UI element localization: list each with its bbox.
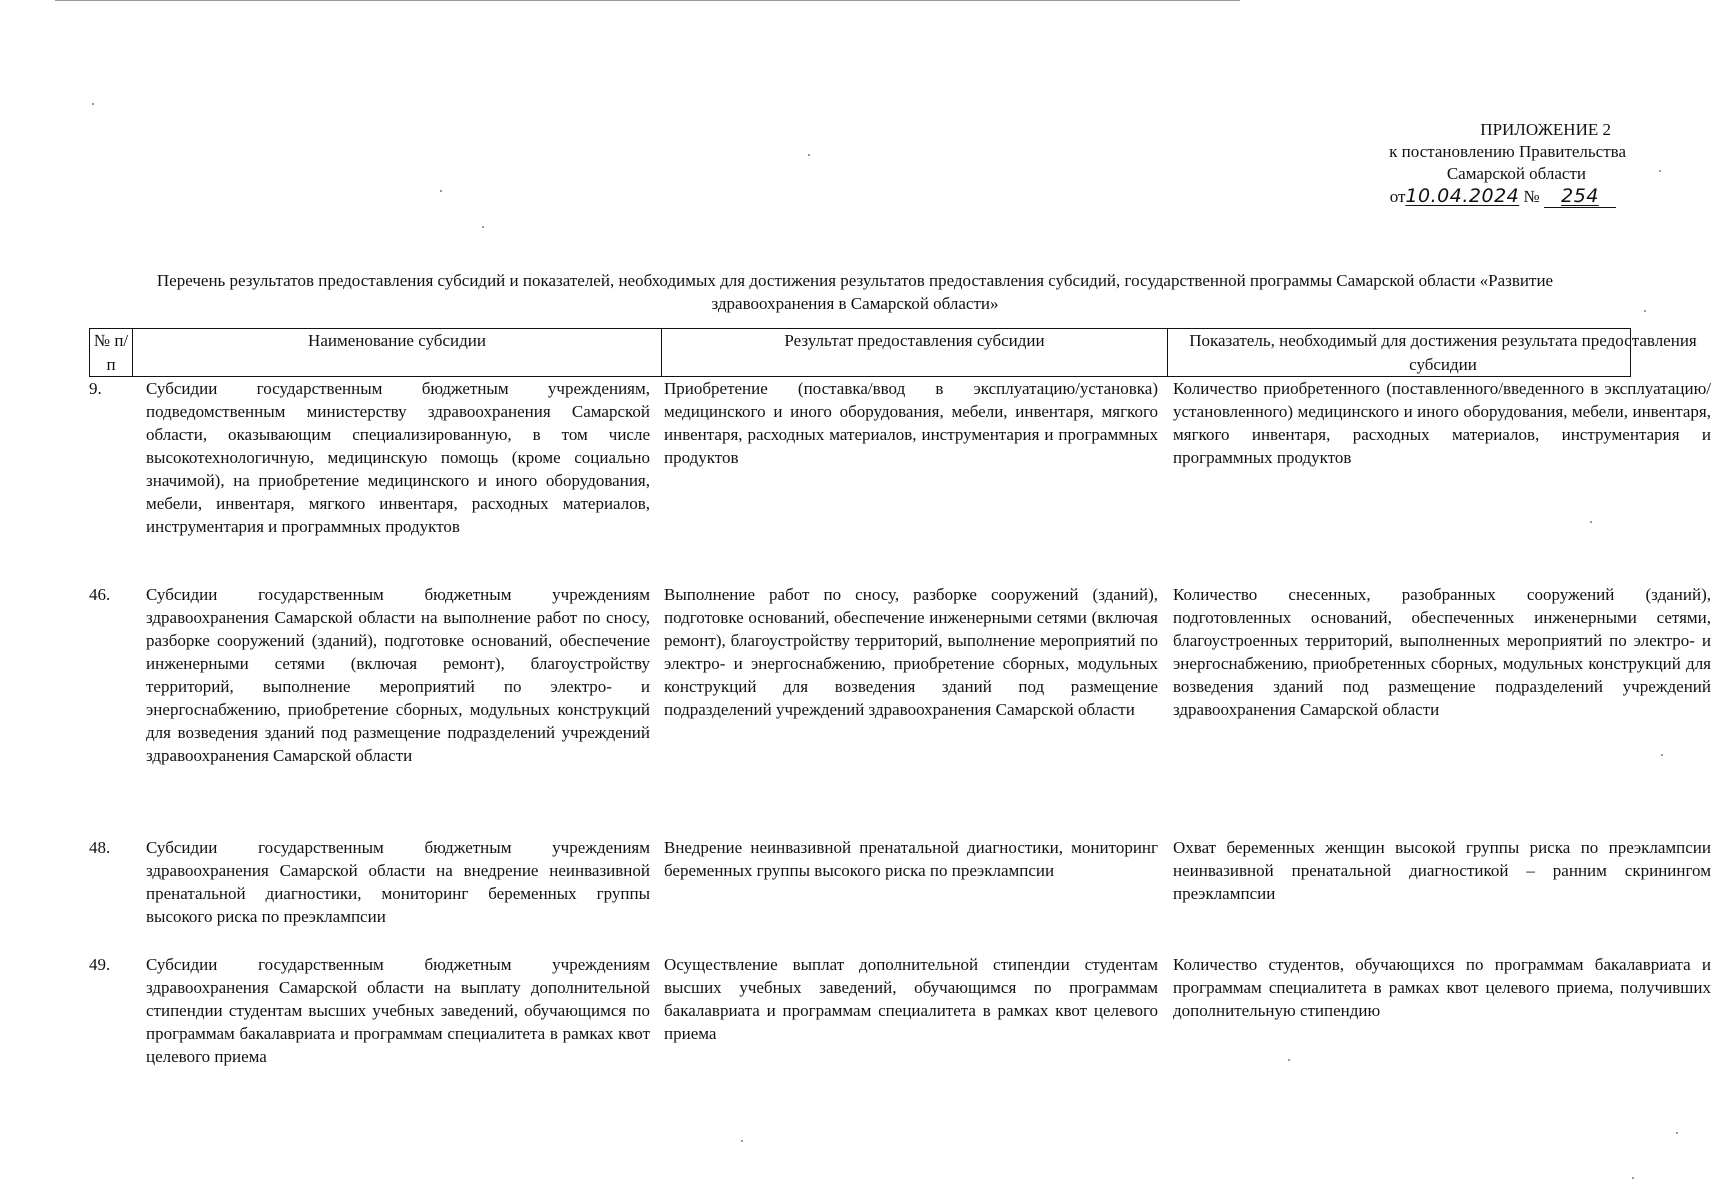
- subsidy-name: Субсидии государственным бюджетным учреждениям здравоохранения Самарской области на выполнение работ по сносу, разборке сооружений (зданий), подготовке оснований, обеспечение инженерными сетями (включая ремонт), благоустройству территорий, выполнение мероприятий по электро- и энергоснабжению, приобретение сборных, модульных конструкций для возведения зданий под размещение подразделений учреждений здравоохранения Самарской области: [146, 585, 650, 765]
- row-number: 49.: [89, 955, 111, 974]
- subsidy-result: Внедрение неинвазивной пренатальной диагностики, мониторинг беременных группы высокого риска по преэклампсии: [664, 838, 1158, 880]
- scan-speck: [1676, 1132, 1678, 1134]
- subsidy-indicator: Количество студентов, обучающихся по программам бакалавриата и программам специалитета в рамках квот целевого приема, получивших дополнительную стипендию: [1173, 955, 1711, 1020]
- header-result: Результат предоставления субсидии: [784, 331, 1045, 350]
- subsidy-indicator: Количество приобретенного (поставленного/введенного в эксплуатацию/установленного) медицинского и иного оборудования, мебели, инвентаря, мягкого инвентаря, расходных материалов, инструментария и программных продуктов: [1173, 379, 1711, 467]
- scan-speck: [1644, 310, 1646, 312]
- subsidy-indicator: Количество снесенных, разобранных сооружений (зданий), подготовленных оснований, обеспеченных инженерными сетями, благоустроенных территорий, выполненных мероприятий по электро- и энергоснабжению, приобретенных сборных, модульных конструкций для возведения зданий под размещение подразделений учреждений здравоохранения Самарской области: [1173, 585, 1711, 719]
- row-number: 48.: [89, 838, 111, 857]
- handwritten-date: 10.04.2024: [1405, 185, 1520, 207]
- header-num: № п/п: [93, 331, 129, 374]
- date-prefix: от: [1389, 187, 1406, 206]
- subsidy-name: Субсидии государственным бюджетным учреждениям, подведомственным министерству здравоохранения Самарской области, оказывающим специализированную, в том числе высокотехнологичную, медицинскую помощь (кроме социально значимой), на приобретение медицинского и иного оборудования, мебели, инвентаря, мягкого инвентаря, расходных материалов, инструментария и программных продуктов: [146, 379, 650, 536]
- header-indicator: Показатель, необходимый для достижения результата предоставления субсидии: [1189, 331, 1697, 374]
- scan-speck: [1590, 521, 1592, 523]
- number-prefix: №: [1523, 187, 1540, 206]
- subsidy-result: Осуществление выплат дополнительной стипендии студентам высших учебных заведений, обучающимся по программам бакалавриата и программам специалитета в рамках квот целевого приема: [664, 955, 1158, 1043]
- subsidy-name: Субсидии государственным бюджетным учреждениям здравоохранения Самарской области на выплату дополнительной стипендии студентам высших учебных заведений, обучающимся по программам бакалавриата и программам специалитета в рамках квот целевого приема: [146, 955, 650, 1066]
- row-number: 46.: [89, 585, 111, 604]
- appendix-block: [1316, 119, 1626, 208]
- scan-speck: [482, 226, 484, 228]
- document-title: Перечень результатов предоставления субсидий и показателей, необходимых для достижения результатов предоставления субсидий, государственной программы Самарской области «Развитие здравоохранения в Самарской области»: [156, 271, 1554, 313]
- scan-speck: [1659, 170, 1661, 172]
- scan-speck: [808, 154, 810, 156]
- scan-speck: [741, 1140, 743, 1142]
- scan-speck: [1288, 1059, 1290, 1061]
- header-name: Наименование субсидии: [308, 331, 486, 350]
- scan-top-edge-line: [55, 0, 1240, 1]
- appendix-date-line: [1316, 185, 1616, 208]
- appendix-line-region: Самарской области: [1446, 164, 1586, 183]
- row-number: 9.: [89, 379, 102, 398]
- subsidy-indicator: Охват беременных женщин высокой группы риска по преэклампсии неинвазивной пренатальной диагностикой – ранним скринингом преэклампсии: [1173, 838, 1711, 903]
- subsidies-table: [89, 328, 1711, 1066]
- scan-speck: [1632, 1177, 1634, 1179]
- scan-speck: [440, 190, 442, 192]
- scan-speck: [1661, 754, 1663, 756]
- subsidy-result: Приобретение (поставка/ввод в эксплуатацию/установка) медицинского и иного оборудования, мебели, инвентаря, мягкого инвентаря, расходных материалов, инструментария и программных продуктов: [664, 379, 1158, 467]
- handwritten-number: 254: [1544, 185, 1616, 208]
- appendix-line-resolution: к постановлению Правительства: [1389, 142, 1626, 161]
- scan-speck: [92, 103, 94, 105]
- subsidy-result: Выполнение работ по сносу, разборке сооружений (зданий), подготовке оснований, обеспечение инженерными сетями (включая ремонт), благоустройству территорий, выполнение мероприятий по электро- и энергоснабжению, приобретение сборных, модульных конструкций для возведения зданий под размещение подразделений учреждений здравоохранения Самарской области: [664, 585, 1158, 719]
- appendix-title: ПРИЛОЖЕНИЕ 2: [1480, 120, 1611, 139]
- table-header: [89, 328, 1697, 377]
- subsidy-name: Субсидии государственным бюджетным учреждениям здравоохранения Самарской области на внедрение неинвазивной пренатальной диагностики, мониторинг беременных группы высокого риска по преэклампсии: [146, 838, 650, 926]
